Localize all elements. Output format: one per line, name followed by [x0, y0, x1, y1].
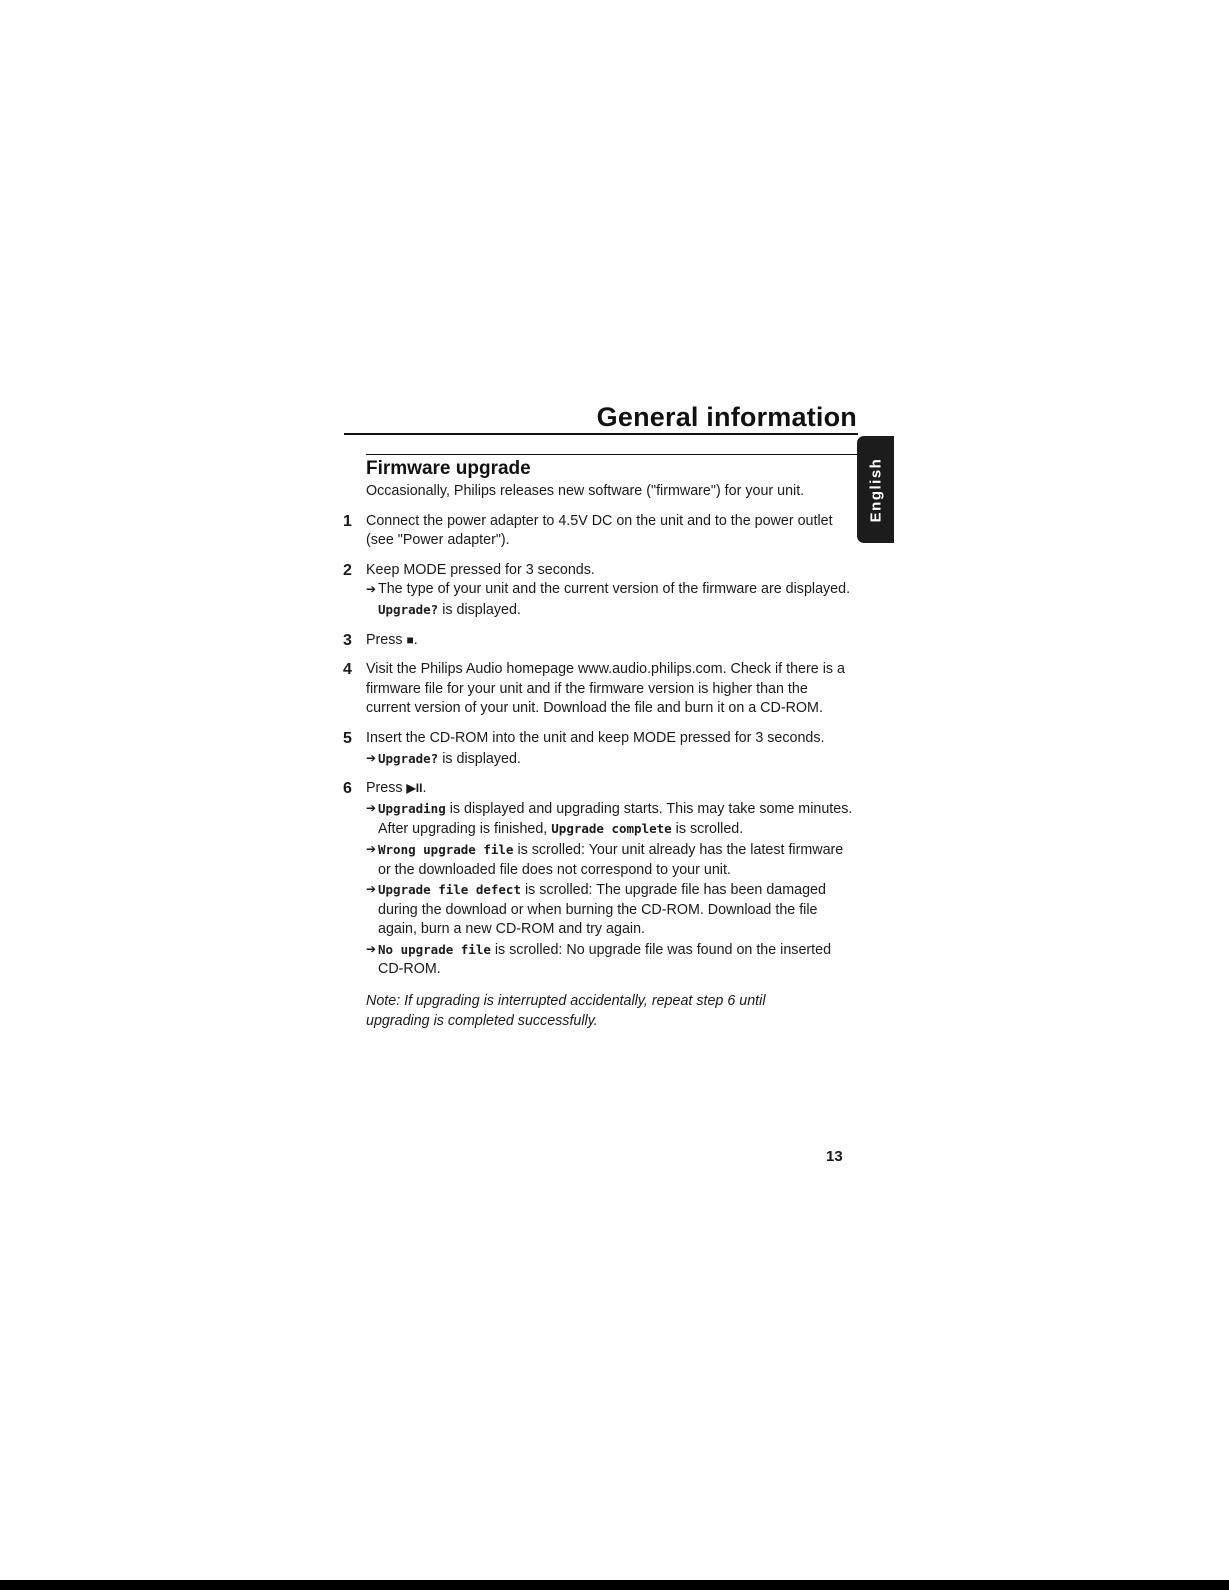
- step-result-continued: [366, 600, 856, 621]
- step-number: 6: [343, 780, 352, 798]
- section-intro: Occasionally, Philips releases new software ("firmware") for your unit.: [366, 483, 805, 499]
- step-result: [366, 580, 856, 600]
- language-tab-label: English: [867, 457, 884, 522]
- step-5: [343, 729, 856, 769]
- display-text: Upgrading: [378, 800, 446, 816]
- step-text: Keep MODE pressed for 3 seconds.: [366, 561, 595, 578]
- step-number: 1: [343, 512, 352, 530]
- display-text: Wrong upgrade file: [378, 841, 514, 857]
- display-text: Upgrade complete: [551, 821, 672, 837]
- step-text: Insert the CD-ROM into the unit and keep MODE pressed for 3 seconds.: [366, 729, 825, 746]
- step-number: 5: [343, 729, 352, 747]
- section-title: Firmware upgrade: [366, 458, 531, 479]
- result-text: is scrolled: Your unit already has the latest firmware or the downloaded file does not correspond to your unit.: [378, 841, 844, 878]
- step-result: [366, 799, 856, 840]
- step-text: Visit the Philips Audio homepage www.audio.philips.com. Check if there is a firmware file for your unit and if the firmware version is higher than the current version of your unit. Download the file and burn it on a CD-ROM.: [366, 661, 845, 717]
- result-text: is scrolled: The upgrade file has been damaged during the download or when burning the CD-ROM. Download the file again, burn a new CD-ROM and try again.: [378, 882, 826, 938]
- arrow-icon: ➔: [366, 582, 377, 597]
- result-text: is scrolled.: [671, 821, 744, 838]
- step-result: [366, 880, 856, 940]
- step-2: [343, 561, 856, 621]
- bottom-bar: [0, 1580, 1229, 1590]
- result-text: is scrolled: No upgrade file was found on the inserted CD-ROM.: [378, 941, 832, 978]
- result-text: is displayed.: [438, 750, 521, 767]
- step-result: [366, 840, 856, 880]
- play-pause-icon: ▶II: [406, 781, 423, 796]
- page-title: General information: [596, 402, 857, 432]
- step-1: [343, 512, 856, 551]
- display-text: Upgrade file defect: [378, 882, 521, 898]
- stop-icon: ■: [406, 632, 414, 647]
- content: [343, 454, 856, 1031]
- step-number: 4: [343, 661, 352, 679]
- step-text: Connect the power adapter to 4.5V DC on the unit and to the power outlet (see "Power adapter").: [366, 512, 833, 549]
- arrow-icon: ➔: [366, 750, 377, 765]
- language-tab: [857, 436, 894, 543]
- result-text: is displayed and upgrading starts. This may take some minutes. After upgrading is finished,: [378, 800, 853, 838]
- step-6: [343, 779, 856, 980]
- step-result: [366, 940, 856, 980]
- step-number: 2: [343, 561, 352, 579]
- step-4: [343, 660, 856, 719]
- note: Note: If upgrading is interrupted accidentally, repeat step 6 until upgrading is completed successfully.: [366, 993, 766, 1029]
- arrow-icon: ➔: [366, 800, 377, 815]
- arrow-icon: ➔: [366, 941, 377, 956]
- page-number: 13: [826, 1148, 843, 1165]
- step-text: Press ■.: [366, 631, 418, 648]
- step-number: 3: [343, 631, 352, 649]
- result-text: The type of your unit and the current version of the firmware are displayed.: [378, 581, 851, 598]
- display-text: Upgrade?: [378, 750, 439, 766]
- display-text: No upgrade file: [378, 941, 491, 957]
- step-text: Press ▶II.: [366, 780, 427, 797]
- arrow-icon: ➔: [366, 841, 377, 856]
- result-text: is displayed.: [438, 601, 521, 618]
- step-3: [343, 631, 856, 651]
- arrow-icon: ➔: [366, 882, 377, 897]
- display-text: Upgrade?: [378, 601, 439, 617]
- title-rule: [344, 433, 858, 435]
- step-result: [366, 749, 856, 770]
